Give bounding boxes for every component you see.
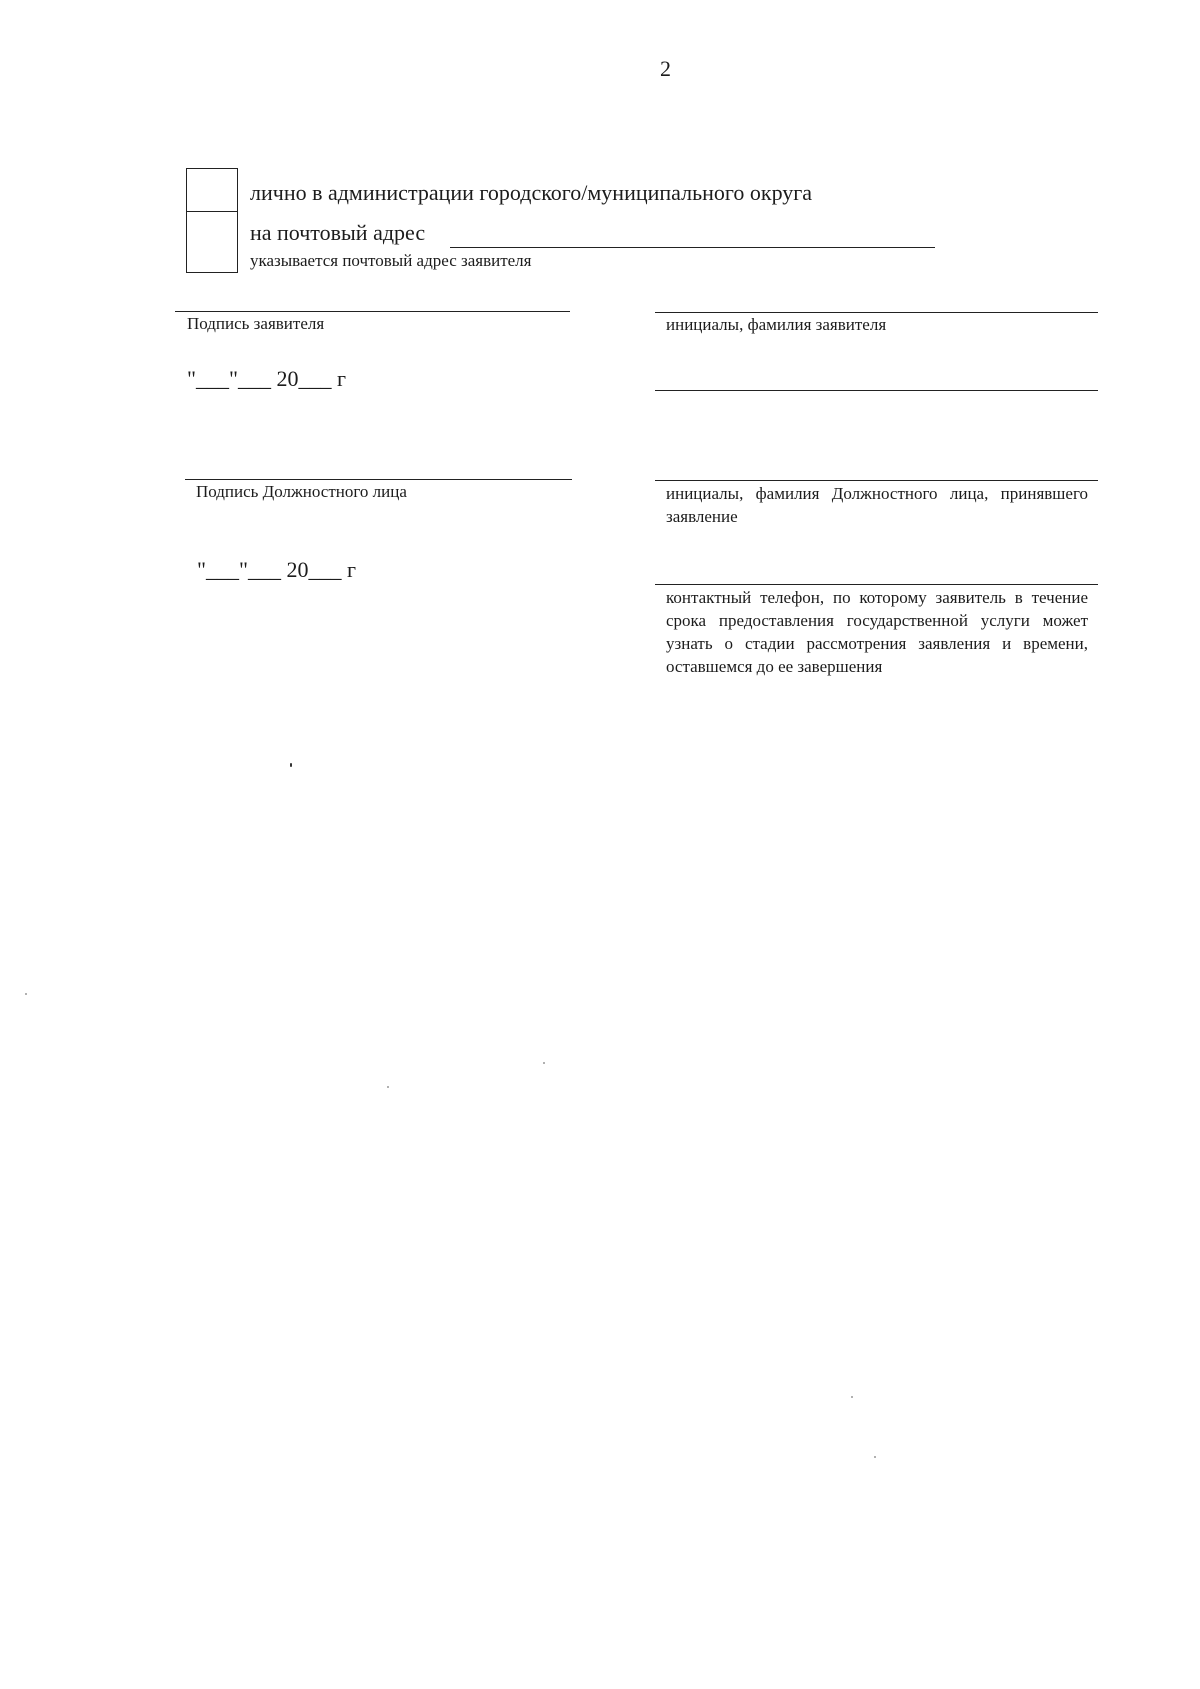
official-signature-caption: Подпись Должностного лица xyxy=(196,482,407,501)
checkbox-postal[interactable] xyxy=(186,210,238,273)
scan-speck xyxy=(290,763,292,767)
applicant-name-line[interactable] xyxy=(655,312,1098,313)
official-name-line[interactable] xyxy=(655,480,1098,481)
option-in-person-label: лично в администрации городского/муниципального округа xyxy=(250,180,813,205)
scan-speck xyxy=(387,1086,389,1088)
checkbox-in-person[interactable] xyxy=(186,168,238,212)
official-name-caption: инициалы, фамилия Должностного лица, принявшего заявление xyxy=(666,484,1088,526)
contact-phone-caption: контактный телефон, по которому заявитель в течение срока предоставления государственной услуги может узнать о стадии рассмотрения заявления и времени, оставшемся до ее завершения xyxy=(666,588,1088,676)
official-date: "___"___ 20___ г xyxy=(197,557,356,582)
page-number: 2 xyxy=(660,56,671,81)
applicant-name-caption: инициалы, фамилия заявителя xyxy=(666,315,887,334)
applicant-signature-line[interactable] xyxy=(175,311,570,312)
option-postal-label: на почтовый адрес xyxy=(250,220,426,245)
scan-speck xyxy=(25,993,27,995)
postal-address-line[interactable] xyxy=(450,247,935,248)
official-signature-line[interactable] xyxy=(185,479,572,480)
scan-speck xyxy=(543,1062,545,1064)
scan-speck xyxy=(874,1456,876,1458)
applicant-date: "___"___ 20___ г xyxy=(187,366,346,391)
applicant-signature-caption: Подпись заявителя xyxy=(187,314,325,333)
extra-line[interactable] xyxy=(655,390,1098,391)
scan-speck xyxy=(851,1396,853,1398)
postal-address-hint: указывается почтовый адрес заявителя xyxy=(250,251,532,270)
contact-phone-line[interactable] xyxy=(655,584,1098,585)
